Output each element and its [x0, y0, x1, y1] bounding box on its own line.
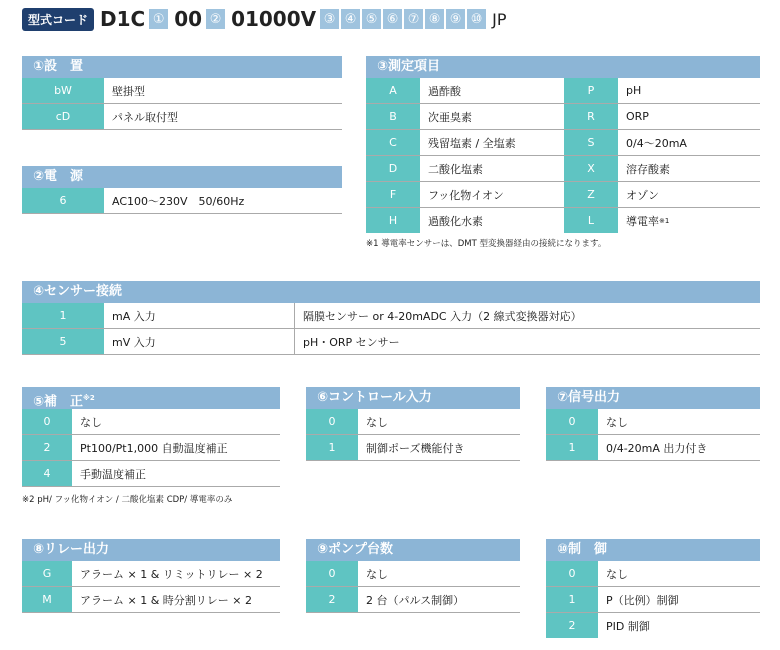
option-label: 手動温度補正 [80, 467, 146, 481]
option-label: フッ化物イオン [428, 188, 504, 202]
section-title: ①設 置 [22, 56, 342, 78]
option-label: なし [366, 567, 388, 581]
option-label: mA 入力 [112, 309, 156, 323]
table-row [22, 409, 280, 435]
slot-3: ③ [320, 9, 339, 29]
slot-10: ⑩ [467, 9, 486, 29]
option-label: 過酢酸 [428, 84, 461, 98]
table-row [22, 587, 280, 613]
table-row [306, 587, 520, 613]
section-power [22, 166, 342, 214]
table-row [546, 587, 760, 613]
option-code: 0 [546, 409, 598, 434]
option-description: pH・ORP センサー [294, 329, 400, 354]
table-row [546, 613, 760, 638]
table-row [22, 104, 342, 130]
table-row [22, 78, 342, 104]
option-label: pH [626, 84, 642, 97]
section-title: ③測定項目 [366, 56, 760, 78]
section-title-text: ⑤補 正 [33, 394, 84, 410]
option-code: bW [22, 78, 104, 103]
table-row [546, 561, 760, 587]
option-code: M [22, 587, 72, 612]
table-row [22, 329, 760, 355]
code-d1c: D1C [100, 7, 146, 31]
code-00: 00 [174, 7, 203, 31]
model-code-badge: 型式コード [22, 8, 94, 31]
slot-6: ⑥ [383, 9, 402, 29]
option-label: 次亜臭素 [428, 110, 472, 124]
section-title: ⑥コントロール入力 [306, 387, 520, 409]
option-code: 5 [22, 329, 104, 354]
option-code: L [564, 208, 618, 233]
option-label: パネル取付型 [112, 110, 178, 124]
option-code: C [366, 130, 420, 155]
option-label: 0/4-20mA 出力付き [606, 441, 708, 455]
footnote-marker: ※2 [83, 394, 95, 402]
slot-2: ② [206, 9, 225, 29]
section-title [22, 387, 280, 409]
table-row [366, 78, 760, 104]
option-label: なし [80, 415, 102, 429]
option-label: 二酸化塩素 [428, 162, 483, 176]
table-row [366, 182, 760, 208]
table-row [306, 561, 520, 587]
option-label: なし [366, 415, 388, 429]
option-label: mV 入力 [112, 335, 156, 349]
section-measurement-items [366, 56, 760, 233]
option-code: 0 [306, 561, 358, 586]
table-row [306, 435, 520, 461]
footnote-2: ※2 pH/ フッ化物イオン / 二酸化塩素 CDP/ 導電率のみ [22, 495, 233, 505]
option-code: 0 [306, 409, 358, 434]
option-code: P [564, 78, 618, 103]
footnote-marker: ※1 [659, 216, 670, 225]
slot-9: ⑨ [446, 9, 465, 29]
option-label: 残留塩素 / 全塩素 [428, 136, 516, 150]
option-code: 1 [546, 435, 598, 460]
section-installation [22, 56, 342, 130]
slot-8: ⑧ [425, 9, 444, 29]
option-label: 0/4～20mA [626, 136, 687, 150]
option-code: Z [564, 182, 618, 207]
option-code: 2 [306, 587, 358, 612]
option-label: 過酸化水素 [428, 214, 483, 228]
section-title: ⑩制 御 [546, 539, 760, 561]
option-code: 1 [546, 587, 598, 612]
option-code: 4 [22, 461, 72, 486]
option-label: なし [606, 415, 628, 429]
option-label: AC100～230V 50/60Hz [112, 194, 245, 208]
model-code-line [22, 6, 507, 32]
table-row [366, 156, 760, 182]
option-label: 制御ポーズ機能付き [366, 441, 465, 455]
slot-5: ⑤ [362, 9, 381, 29]
option-label: 溶存酸素 [626, 162, 670, 176]
option-label: アラーム × 1 & 時分割リレー × 2 [80, 593, 252, 607]
section-signal-output [546, 387, 760, 461]
table-row [306, 409, 520, 435]
section-pump-count [306, 539, 520, 613]
option-code: D [366, 156, 420, 181]
option-label: アラーム × 1 & リミットリレー × 2 [80, 567, 263, 581]
option-label [618, 208, 669, 233]
option-label: Pt100/Pt1,000 自動温度補正 [80, 441, 228, 455]
table-row [22, 435, 280, 461]
option-code: 1 [306, 435, 358, 460]
table-row [546, 409, 760, 435]
slot-1: ① [149, 9, 168, 29]
table-row [22, 461, 280, 487]
section-title: ⑨ポンプ台数 [306, 539, 520, 561]
option-code: A [366, 78, 420, 103]
section-compensation [22, 387, 280, 487]
code-jp: JP [492, 9, 507, 29]
option-code: F [366, 182, 420, 207]
table-row [366, 130, 760, 156]
section-control [546, 539, 760, 638]
table-row [22, 561, 280, 587]
option-code: G [22, 561, 72, 586]
option-code: S [564, 130, 618, 155]
slot-4: ④ [341, 9, 360, 29]
option-label: オゾン [626, 188, 659, 202]
table-row [366, 208, 760, 233]
section-title: ⑧リレー出力 [22, 539, 280, 561]
section-title: ④センサー接続 [22, 281, 760, 303]
section-control-input [306, 387, 520, 461]
option-code: 2 [22, 435, 72, 460]
option-code: B [366, 104, 420, 129]
footnote-1: ※1 導電率センサーは、DMT 型変換器経由の接続になります。 [366, 239, 607, 249]
option-label: PID 制御 [606, 619, 650, 633]
option-code: 6 [22, 188, 104, 213]
table-row [546, 435, 760, 461]
option-code: R [564, 104, 618, 129]
option-label: なし [606, 567, 628, 581]
option-label: ORP [626, 110, 649, 123]
section-sensor-connection [22, 281, 760, 355]
option-code: cD [22, 104, 104, 129]
section-title: ②電 源 [22, 166, 342, 188]
option-code: 2 [546, 613, 598, 638]
option-code: X [564, 156, 618, 181]
option-code: 0 [22, 409, 72, 434]
option-code: 1 [22, 303, 104, 328]
option-label: 2 台（パルス制御） [366, 593, 465, 607]
option-label: 壁掛型 [112, 84, 145, 98]
option-label-text: 導電率 [626, 214, 659, 228]
section-relay-output [22, 539, 280, 613]
table-row [22, 303, 760, 329]
option-code: H [366, 208, 420, 233]
option-description: 隔膜センサー or 4-20mADC 入力（2 線式変換器対応） [294, 303, 582, 328]
slot-7: ⑦ [404, 9, 423, 29]
section-title: ⑦信号出力 [546, 387, 760, 409]
table-row [22, 188, 342, 214]
option-label: P（比例）制御 [606, 593, 679, 607]
option-code: 0 [546, 561, 598, 586]
code-01000v: 01000V [231, 7, 317, 31]
table-row [366, 104, 760, 130]
